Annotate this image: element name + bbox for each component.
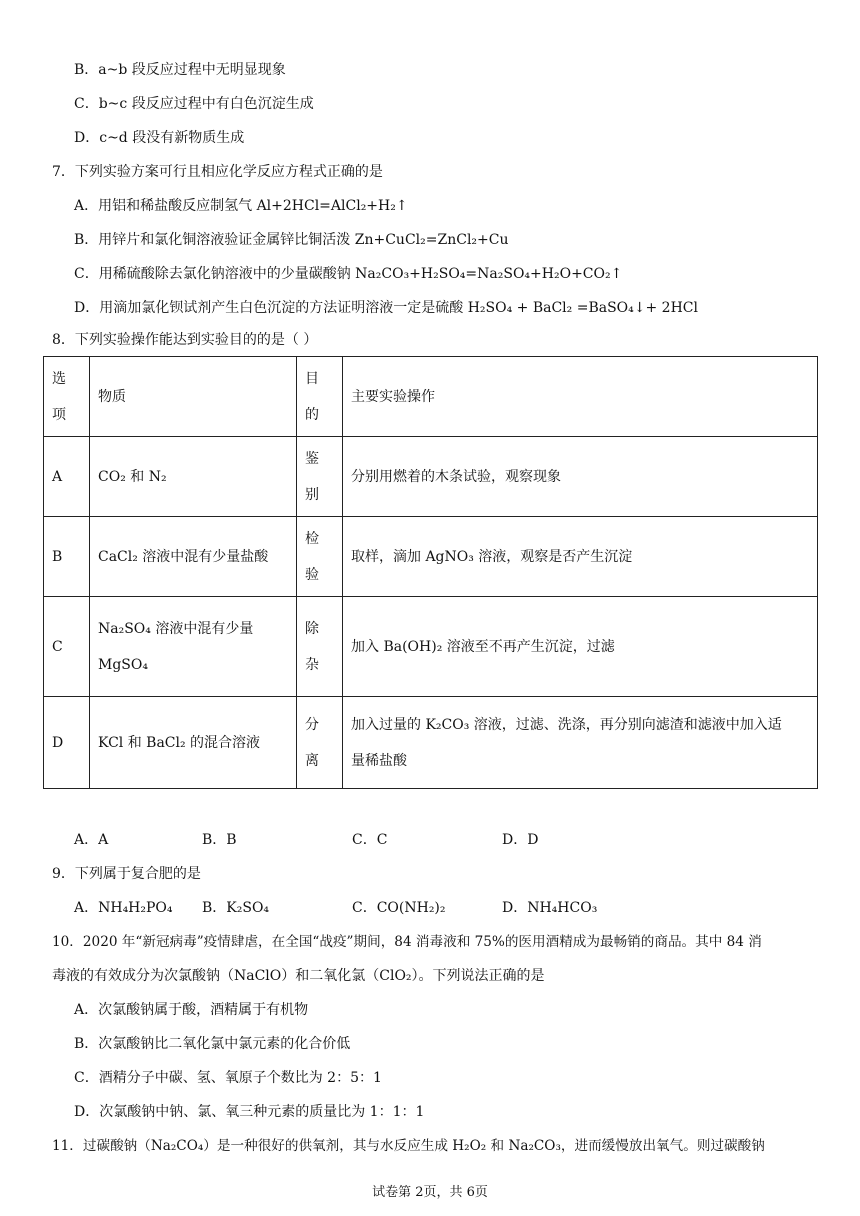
row-a-purpose: 鉴 别 bbox=[297, 437, 343, 517]
q7-option-a-text: A．用铝和稀盐酸反应制氢气 bbox=[74, 198, 257, 214]
q7-option-d-text: D．用滴加氯化钡试剂产生白色沉淀的方法证明溶液一定是硫酸 bbox=[74, 300, 468, 316]
row-d-operation: 加入过量的 K₂CO₃ 溶液，过滤、洗涤，再分别向滤渣和滤液中加入适 量稀盐酸 bbox=[343, 697, 818, 789]
row-c-substance: Na₂SO₄ 溶液中混有少量 MgSO₄ bbox=[90, 597, 297, 697]
row-b-option: B bbox=[44, 517, 90, 597]
q7-option-b-equation: Zn+CuCl₂=ZnCl₂+Cu bbox=[354, 232, 509, 248]
q7-option-a bbox=[74, 196, 408, 216]
page-footer: 试卷第 2页，共 6页 bbox=[372, 1185, 488, 1200]
q7-option-c-equation: Na₂CO₃+H₂SO₄=Na₂SO₄+H₂O+CO₂↑ bbox=[355, 266, 623, 282]
q6-option-b: B．a~b 段反应过程中无明显现象 bbox=[74, 62, 286, 78]
q7-option-c-text: C．用稀硫酸除去氯化钠溶液中的少量碳酸钠 bbox=[74, 266, 356, 282]
q10-stem-line2: 毒液的有效成分为次氯酸钠（NaClO）和二氧化氯（ClO₂）。下列说法正确的是 bbox=[52, 968, 545, 984]
row-d-option: D bbox=[44, 697, 90, 789]
q9-choice-b: B．K₂SO₄ bbox=[202, 900, 270, 916]
table-row bbox=[44, 517, 818, 597]
row-d-substance: KCl 和 BaCl₂ 的混合溶液 bbox=[90, 697, 297, 789]
row-c-option: C bbox=[44, 597, 90, 697]
row-d-purpose: 分 离 bbox=[297, 697, 343, 789]
row-a-operation: 分别用燃着的木条试验，观察现象 bbox=[343, 437, 818, 517]
q8-choice-c: C．C bbox=[352, 832, 388, 848]
q8-choice-d: D．D bbox=[502, 832, 539, 848]
q10-option-c: C．酒精分子中碳、氢、氧原子个数比为 2：5：1 bbox=[74, 1070, 382, 1086]
q7-option-d bbox=[74, 298, 698, 318]
q7-stem: 7．下列实验方案可行且相应化学反应方程式正确的是 bbox=[52, 164, 383, 180]
table-header-row bbox=[44, 357, 818, 437]
table-row bbox=[44, 437, 818, 517]
q8-options-table bbox=[43, 356, 818, 789]
header-operation: 主要实验操作 bbox=[343, 357, 818, 437]
header-option: 选 项 bbox=[44, 357, 90, 437]
q7-option-c bbox=[74, 264, 622, 284]
q6-option-c: C．b~c 段反应过程中有白色沉淀生成 bbox=[74, 96, 314, 112]
q8-choice-a: A．A bbox=[74, 832, 109, 848]
q10-option-a: A．次氯酸钠属于酸，酒精属于有机物 bbox=[74, 1002, 309, 1018]
q9-stem: 9．下列属于复合肥的是 bbox=[52, 866, 201, 882]
row-b-substance: CaCl₂ 溶液中混有少量盐酸 bbox=[90, 517, 297, 597]
q7-option-b bbox=[74, 230, 509, 250]
q11-stem-line1: 11．过碳酸钠（Na₂CO₄）是一种很好的供氧剂，其与水反应生成 H₂O₂ 和 Na₂CO₃，进而缓慢放出氧气。则过碳酸钠 bbox=[52, 1138, 765, 1154]
table-row bbox=[44, 697, 818, 789]
row-c-purpose: 除 杂 bbox=[297, 597, 343, 697]
table-row bbox=[44, 597, 818, 697]
row-a-option: A bbox=[44, 437, 90, 517]
q7-option-a-equation: Al+2HCl=AlCl₂+H₂↑ bbox=[256, 198, 408, 214]
q8-stem: 8．下列实验操作能达到实验目的的是（ ） bbox=[52, 332, 318, 348]
q7-option-b-text: B．用锌片和氯化铜溶液验证金属锌比铜活泼 bbox=[74, 232, 355, 248]
q9-choice-c: C．CO(NH₂)₂ bbox=[352, 900, 446, 916]
header-purpose: 目 的 bbox=[297, 357, 343, 437]
q10-stem-line1: 10．2020 年“新冠病毒”疫情肆虐，在全国“战疫”期间，84 消毒液和 75%的医用酒精成为最畅销的商品。其中 84 消 bbox=[52, 934, 762, 950]
row-b-purpose: 检 验 bbox=[297, 517, 343, 597]
row-b-operation: 取样，滴加 AgNO₃ 溶液，观察是否产生沉淀 bbox=[343, 517, 818, 597]
q9-choice-a: A．NH₄H₂PO₄ bbox=[74, 900, 173, 916]
q9-choice-d: D．NH₄HCO₃ bbox=[502, 900, 598, 916]
header-substance: 物质 bbox=[90, 357, 297, 437]
q6-option-d: D．c~d 段没有新物质生成 bbox=[74, 130, 245, 146]
q10-option-b: B．次氯酸钠比二氧化氯中氯元素的化合价低 bbox=[74, 1036, 351, 1052]
q10-option-d: D．次氯酸钠中钠、氯、氧三种元素的质量比为 1：1：1 bbox=[74, 1104, 425, 1120]
row-c-operation: 加入 Ba(OH)₂ 溶液至不再产生沉淀，过滤 bbox=[343, 597, 818, 697]
q7-option-d-equation: H₂SO₄ + BaCl₂ =BaSO₄↓+ 2HCl bbox=[467, 300, 698, 316]
row-a-substance: CO₂ 和 N₂ bbox=[90, 437, 297, 517]
q8-choice-b: B．B bbox=[202, 832, 237, 848]
